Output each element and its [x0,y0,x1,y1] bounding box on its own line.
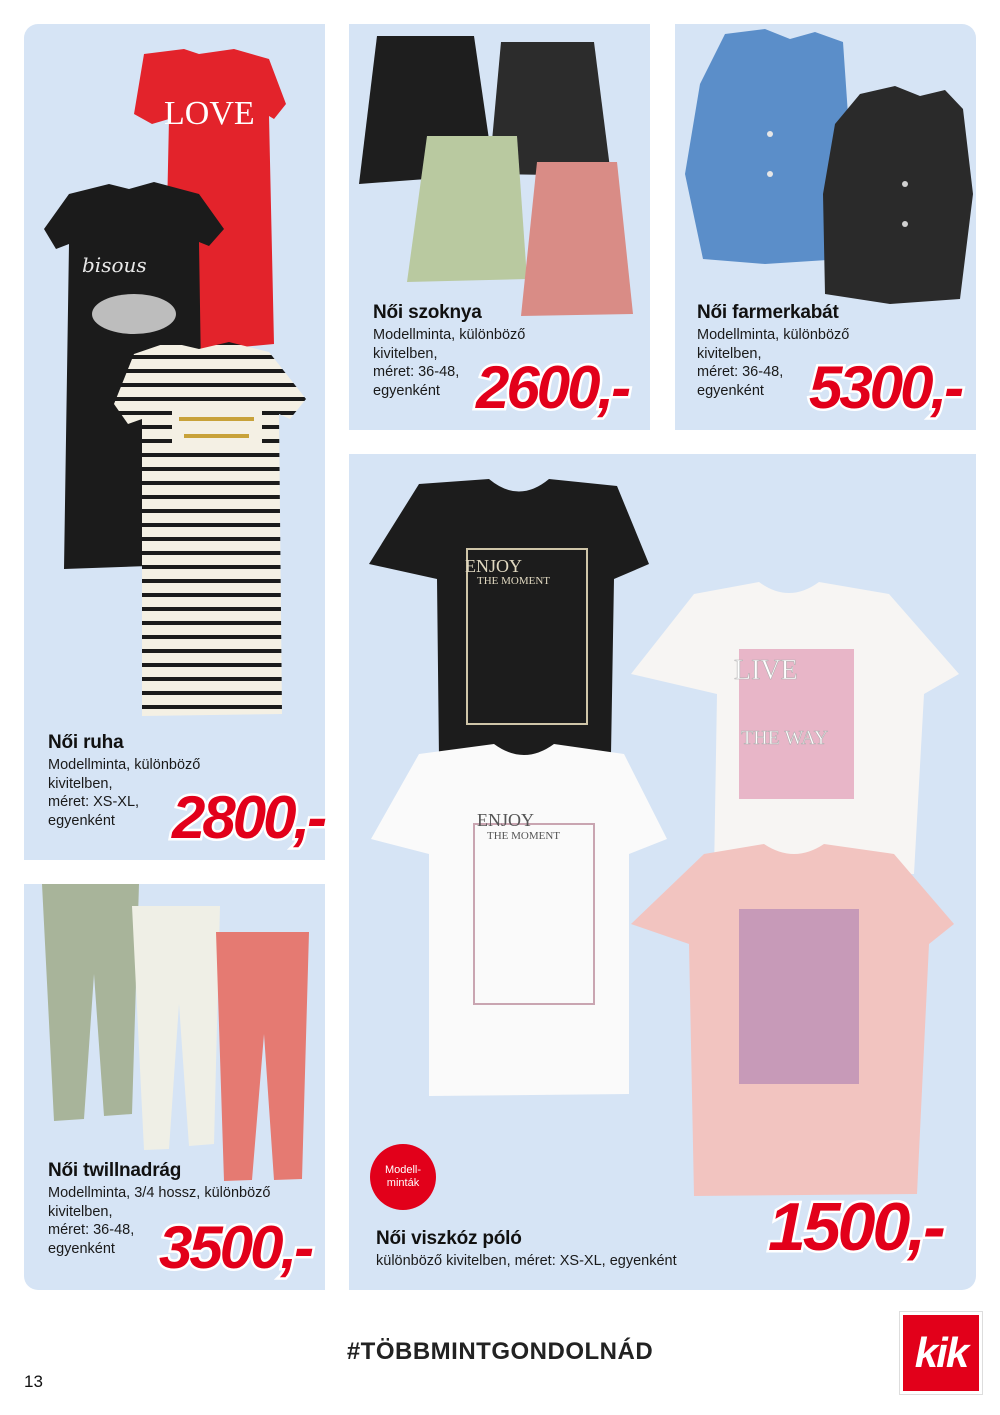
pants-illustration [24,884,325,1184]
svg-text:3500,-: 3500,- [159,1214,312,1281]
svg-text:5300,-: 5300,- [809,354,962,421]
skirt-illustration [349,24,650,324]
product-description: különböző kivitelben, méret: XS-XL, egyenként [376,1253,677,1269]
model-patterns-badge: Modell- minták [370,1144,436,1210]
tee-print-enjoy: ENJOY [465,556,522,576]
product-title: Női ruha [48,732,124,753]
tee-print-live: LIVE [734,655,798,686]
price-tag-dress [168,782,328,852]
product-description: Modellminta, különböző kivitelben, méret: XS-XL, egyenként [48,757,201,829]
price-tag-skirt [472,352,642,422]
dress-print-love: LOVE [164,95,255,132]
tee-print-moment-2: THE MOMENT [487,830,561,842]
dress-print-bisous: bisous [82,253,147,277]
tshirt-illustration [349,454,976,1214]
kik-logo-text: kik [914,1329,968,1376]
tee-print-moment: THE MOMENT [477,575,551,587]
page-number: 13 [24,1372,43,1391]
price-tag-tshirt [764,1188,964,1268]
tee-print-enjoy-2: ENJOY [477,810,534,830]
product-title: Női szoknya [373,302,482,323]
product-panel-dress [24,24,325,860]
kik-logo [900,1312,982,1394]
svg-text:1500,-: 1500,- [768,1189,943,1265]
product-description: Modellminta, különböző kivitelben, méret: 36-48, egyenként [373,327,526,399]
product-title: Női twillnadrág [48,1160,182,1181]
product-description: Modellminta, különböző kivitelben, méret: 36-48, egyenként [697,327,850,399]
product-panel-tshirt [349,454,976,1290]
svg-text:2800,-: 2800,- [172,784,325,851]
price-tag-pants [155,1212,325,1282]
jacket-illustration [675,24,976,314]
dress-illustration [24,24,325,724]
product-description: Modellminta, 3/4 hossz, különböző kivitelben, méret: 36-48, egyenként [48,1185,271,1257]
campaign-hashtag: #TÖBBMINTGONDOLNÁD [346,1338,654,1365]
product-title: Női farmerkabát [697,302,839,323]
price-tag-jacket [805,352,975,422]
svg-text:2600,-: 2600,- [476,354,629,421]
tee-print-way: THE WAY [741,727,829,749]
product-title: Női viszkóz póló [376,1228,522,1249]
